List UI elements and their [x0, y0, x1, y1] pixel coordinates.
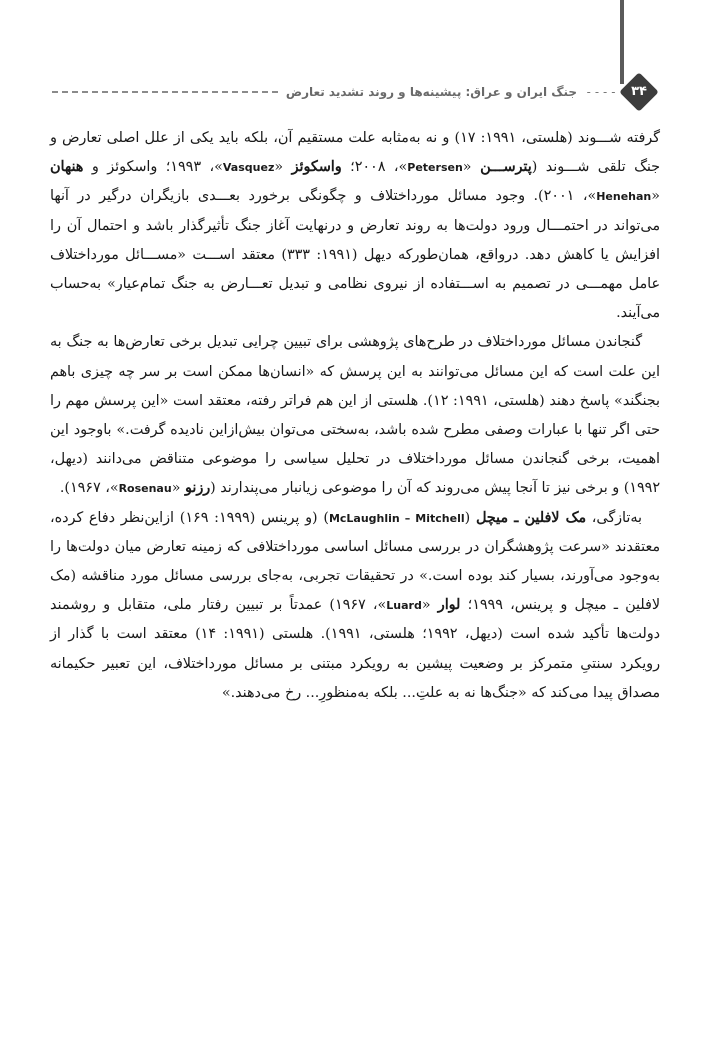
author-name: رزنو	[184, 480, 211, 497]
text-run: »، ۲۰۰۸؛	[341, 159, 408, 176]
header-dashes-right: ----	[585, 85, 618, 99]
text-run: «	[651, 188, 660, 205]
text-run: گرفته شـــوند (هلستی، ۱۹۹۱: ۱۷) و نه به‌مثابه علت مستقیم آن، بلکه باید یکی از علل اصلی تعارض و جنگ تلقی شـــوند (	[50, 130, 661, 176]
paragraph-1	[50, 124, 660, 328]
latin-name: Luard	[386, 599, 422, 613]
text-run: »، ۲۰۰۱). وجود مسائل مورداختلاف و چگونگی برخورد بعـــدی بازیگران درگیر در آنها می‌تواند در احتمـــال ورود دولت‌ها به روند تعارض و درنهایت آغاز جنگ تأثیرگذار باشد و احتمال آن را افزایش یا کاهش دهد. درواقع، همان‌طورکه دیهل (۱۹۹۱: ۳۳۳) معتقد اســـت «مســـائل مورداختلاف عامل مهمـــی در تصمیم به اســـتفاده از نیروی نظامی و تبدیل تعـــارض به جنگ تمام‌عیار» به‌حساب می‌آیند.	[50, 188, 660, 322]
text-run: «	[421, 597, 438, 614]
paragraph-3	[50, 504, 660, 708]
header-dashes-left	[52, 91, 278, 93]
body-text	[50, 124, 660, 708]
page-number: ۳۴	[631, 84, 647, 99]
author-name: هنهان	[50, 159, 84, 176]
latin-name: McLaughlin – Mitchell	[328, 511, 465, 525]
paragraph-2	[50, 328, 660, 503]
text-run: »، ۱۹۶۷).	[59, 480, 119, 497]
running-title: جنگ ایران و عراق: پیشینه‌ها و روند تشدید تعارض	[285, 85, 578, 99]
text-run: «	[274, 159, 292, 176]
author-name: پترســـن	[480, 159, 532, 176]
author-name: لوار	[437, 597, 461, 614]
latin-name: Rosenau	[118, 482, 172, 496]
text-run: «	[462, 159, 481, 176]
text-run: گنجاندن مسائل مورداختلاف در طرح‌های پژوهشی برای تبیین چرایی تبدیل برخی تعارض‌ها به جنگ به این علت است که این مسائل می‌توانند به این پرسش که «انسان‌ها ممکن است بر سر چه چیزی باهم بجنگند» پاسخ دهند (هلستی، ۱۹۹۱: ۱۲). هلستی از این هم فراتر رفته، معتقد است «این پرسش مهم را حتی اگر تنها با عبارات وصفی مطرح شده باشد، به‌سختی می‌توان بیش‌ازاین نادیده گرفت.» باوجود این اهمیت، برخی گنجاندن مسائل مورداختلاف در تحلیل سیاسی را موضوعی متناقض می‌دانند (دیهل، ۱۹۹۲) و برخی نیز تا آنجا پیش می‌روند که آن را موضوعی زیانبار می‌پندارند (	[50, 334, 660, 497]
running-header	[52, 82, 618, 102]
latin-name: Henehan	[596, 190, 652, 204]
author-name: واسکوئز	[291, 159, 342, 176]
author-name: مک لافلین ـ میچل	[475, 509, 587, 526]
text-run: «	[171, 480, 185, 497]
latin-name: Vasquez	[222, 161, 275, 175]
latin-name: Petersen	[407, 161, 463, 175]
text-run: (	[464, 509, 476, 526]
text-run: ) (و پرینس (۱۹۹۹: ۱۶۹) ازاین‌نظر دفاع کرده، معتقدند «سرعت پژوهشگران در بررسی مسائل اساسی مورداختلافی که زمینه تعارض میان دولت‌ها را به‌وجود می‌آورند، بسیار کند بوده است.» در تحقیقات تجربی، به‌جای بررسی مسائل مورد مناقشه (مک لافلین ـ میچل و پرینس، ۱۹۹۹؛	[50, 509, 661, 614]
margin-rule	[620, 0, 624, 84]
text-run: »، ۱۹۹۳؛ واسکوئز و	[83, 159, 223, 176]
text-run: »، ۱۹۶۷) عمدتاً بر تبیین رفتار ملی، متقابل و روشمند دولت‌ها تأکید شده است (دیهل، ۱۹۹۲؛ هلستی، ۱۹۹۱). هلستی (۱۹۹۱: ۱۴) معتقد است با گذار از رویکرد سنتیِ متمرکز بر وضعیت پیشین به رویکرد مبتنی بر مسائل مورداختلاف، این تعبیر حکیمانه مصداق پیدا می‌کند که «جنگ‌ها نه به علتِ... بلکه به‌منظورِ... رخ می‌دهند.»	[50, 597, 660, 701]
text-run: به‌تازگی،	[586, 509, 643, 526]
